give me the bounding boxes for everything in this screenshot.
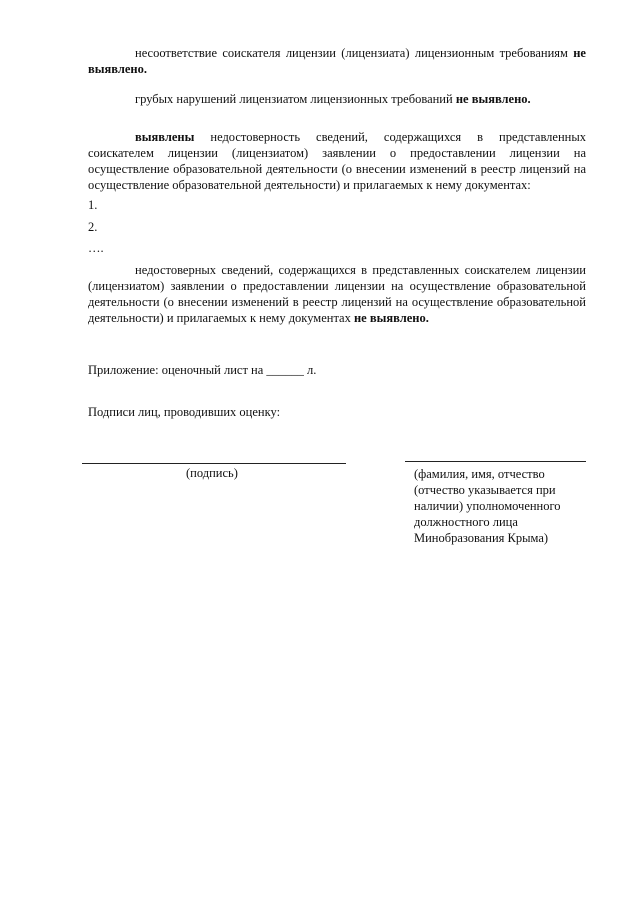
paragraph-no-inaccuracy-verdict: не выявлено. (353, 311, 429, 325)
signature-label: (подпись) (186, 466, 238, 480)
attachment-line: Приложение: оценочный лист на ______ л. (88, 363, 317, 377)
paragraph-violations (88, 91, 586, 107)
paragraph-found-inaccuracy (88, 129, 586, 193)
paragraph-noncompliance (88, 45, 586, 77)
paragraph-no-inaccuracy-text: недостоверных сведений, содержащихся в представленных соискателем лицензии (лицензиатом) заявлении о предоставлении лицензии на осуществление образовательной деятельности (о внесении изменений в реестр лицензий на осуществление образовательной деятельности) и прилагаемых к нему документах (88, 263, 586, 325)
paragraph-violations-verdict: не выявлено. (455, 92, 531, 106)
signatures-heading: Подписи лиц, проводивших оценку: (88, 405, 281, 419)
name-label: (фамилия, имя, отчество (отчество указывается при наличии) уполномоченного должностного лица Минобразования Крыма) (414, 467, 561, 545)
list-item: 2. (88, 220, 98, 234)
list-item: 1. (88, 198, 98, 212)
paragraph-found-text: недостоверность сведений, содержащихся в представленных соискателем лицензии (лицензиатом) заявлении о предоставлении лицензии на осуществление образовательной деятельности (о внесении изменений в реестр лицензий на осуществление образовательной деятельности) и прилагаемых к нему документах: (88, 130, 586, 192)
signature-line (82, 463, 346, 464)
list-item: …. (88, 241, 104, 255)
paragraph-noncompliance-verdict: не выявлено. (88, 46, 586, 76)
paragraph-no-inaccuracy (88, 262, 586, 326)
paragraph-found-keyword: выявлены (135, 130, 195, 144)
paragraph-noncompliance-text: несоответствие соискателя лицензии (лицензиата) лицензионным требованиям (135, 46, 574, 60)
name-line (405, 461, 586, 462)
paragraph-violations-text: грубых нарушений лицензиатом лицензионных требований (135, 92, 456, 106)
